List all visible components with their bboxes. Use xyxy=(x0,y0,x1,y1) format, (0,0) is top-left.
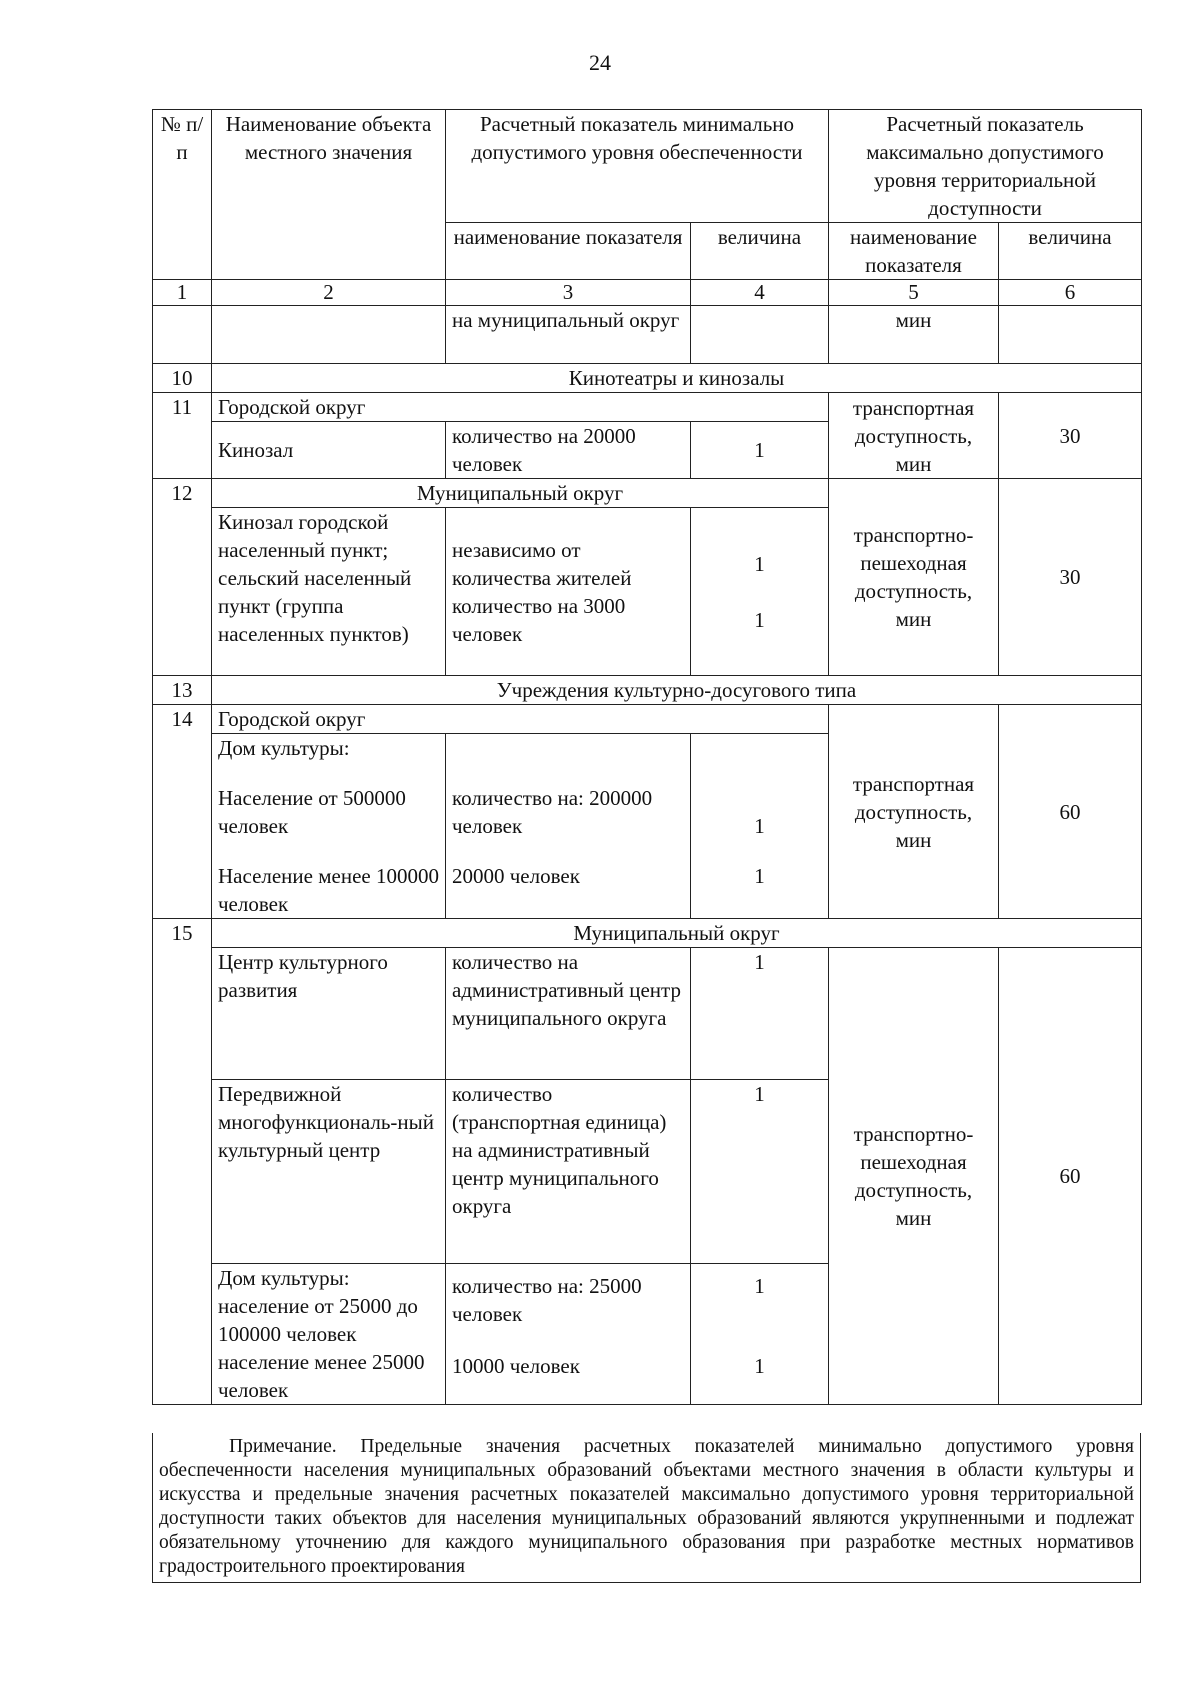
col-number: 1 xyxy=(153,280,212,306)
value-line: 1 xyxy=(754,607,765,632)
subheader-access-value: величина xyxy=(999,223,1142,280)
object-name: Центр культурного развития xyxy=(212,948,446,1080)
object-line: Дом культуры: население от 25000 до 100000 человек xyxy=(218,1266,418,1346)
row-number: 14 xyxy=(153,705,212,919)
indicator-line: 20000 человек xyxy=(452,864,580,888)
table-row xyxy=(153,919,1142,948)
access-value: 30 xyxy=(999,479,1142,676)
object-population: Население менее 100000 человек xyxy=(218,864,439,916)
cont-access-unit: мин xyxy=(829,306,999,364)
object-name xyxy=(212,1264,446,1405)
section-title: Учреждения культурно-досугового типа xyxy=(212,676,1142,705)
object-name: Кинозал городской населенный пункт; сельский населенный пункт (группа населенных пунктов) xyxy=(212,508,446,676)
access-value: 60 xyxy=(999,948,1142,1405)
value-line: 1 xyxy=(754,551,765,576)
indicator-value: 1 xyxy=(691,422,829,479)
value-line: 1 xyxy=(754,864,765,888)
cont-access-value xyxy=(999,306,1142,364)
indicator-name: количество (транспортная единица) на административный центр муниципального округа xyxy=(446,1080,691,1264)
cont-indicator: на муниципальный округ xyxy=(446,306,691,364)
district-label: Городской округ xyxy=(212,705,829,734)
access-name: транспортно-пешеходная доступность, мин xyxy=(829,948,999,1405)
col-number: 5 xyxy=(829,280,999,306)
district-label: Муниципальный округ xyxy=(212,479,829,508)
access-name: транспортная доступность, мин xyxy=(829,393,999,479)
indicator-value: 1 xyxy=(691,948,829,1080)
row-number: 12 xyxy=(153,479,212,676)
row-number: 11 xyxy=(153,393,212,479)
indicator-line: 10000 человек xyxy=(452,1354,580,1378)
indicator-line: количество на: 25000 человек xyxy=(452,1274,642,1326)
row-number: 10 xyxy=(153,364,212,393)
page-number: 24 xyxy=(589,50,611,75)
cont-object xyxy=(212,306,446,364)
column-number-row xyxy=(153,280,1142,306)
header-max-group: Расчетный показатель максимально допустимого уровня территориальной доступности xyxy=(829,110,1142,223)
indicator-value xyxy=(691,1264,829,1405)
indicator-value xyxy=(691,734,829,919)
indicator-value: 1 xyxy=(691,1080,829,1264)
object-population: Население от 500000 человек xyxy=(218,786,406,838)
table-note xyxy=(152,1433,1141,1583)
table-row xyxy=(153,948,1142,1080)
col-number: 3 xyxy=(446,280,691,306)
note-text: Примечание. Предельные значения расчетных показателей минимально допустимого уровня обеспеченности населения муниципальных образований объектами местного значения в области культуры и искусства и предельные значения расчетных показателей максимально допустимого уровня территориальной доступности таких объектов для населения муниципальных образований являются укрупненными и подлежат обязательному уточнению для каждого муниципального образования при разработке местных нормативов градостроительного проектирования xyxy=(159,1436,1134,1577)
header-row xyxy=(153,110,1142,223)
subheader-value: величина xyxy=(691,223,829,280)
section-row xyxy=(153,364,1142,393)
subheader-indicator-name: наименование показателя xyxy=(446,223,691,280)
value-line: 1 xyxy=(754,1354,765,1378)
cont-no xyxy=(153,306,212,364)
district-label: Городской округ xyxy=(212,393,829,422)
row-number: 15 xyxy=(153,919,212,1405)
object-title: Дом культуры: xyxy=(218,736,350,760)
continuation-row xyxy=(153,306,1142,364)
access-name: транспортно-пешеходная доступность, мин xyxy=(829,479,999,676)
col-number: 6 xyxy=(999,280,1142,306)
header-object-name: Наименование объекта местного значения xyxy=(212,110,446,280)
indicator-line: количество на: 200000 человек xyxy=(452,786,653,838)
col-number: 4 xyxy=(691,280,829,306)
access-name: транспортная доступность, мин xyxy=(829,705,999,919)
indicator-line: независимо от количества жителей xyxy=(452,537,632,590)
value-line: 1 xyxy=(754,1274,765,1298)
header-min-group: Расчетный показатель минимально допустимого уровня обеспеченности xyxy=(446,110,829,223)
col-number: 2 xyxy=(212,280,446,306)
row-number: 13 xyxy=(153,676,212,705)
table-row xyxy=(153,393,1142,422)
object-name xyxy=(212,734,446,919)
cont-value xyxy=(691,306,829,364)
indicator-name xyxy=(446,1264,691,1405)
section-title: Кинотеатры и кинозалы xyxy=(212,364,1142,393)
value-line: 1 xyxy=(754,814,765,838)
section-row xyxy=(153,676,1142,705)
indicator-name xyxy=(446,734,691,919)
object-name: Кинозал xyxy=(212,422,446,479)
indicator-name xyxy=(446,508,691,676)
table-row xyxy=(153,705,1142,734)
object-name: Передвижной многофункциональ-ный культурный центр xyxy=(212,1080,446,1264)
access-value: 60 xyxy=(999,705,1142,919)
header-no: № п/п xyxy=(153,110,212,280)
access-value: 30 xyxy=(999,393,1142,479)
object-line: население менее 25000 человек xyxy=(218,1350,425,1402)
district-label: Муниципальный округ xyxy=(212,919,1142,948)
norms-table xyxy=(152,109,1142,1405)
indicator-value xyxy=(691,508,829,676)
subheader-access-name: наименование показателя xyxy=(829,223,999,280)
indicator-name: количество на административный центр муниципального округа xyxy=(446,948,691,1080)
indicator-name: количество на 20000 человек xyxy=(446,422,691,479)
indicator-line: количество на 3000 человек xyxy=(452,593,626,646)
table-row xyxy=(153,479,1142,508)
